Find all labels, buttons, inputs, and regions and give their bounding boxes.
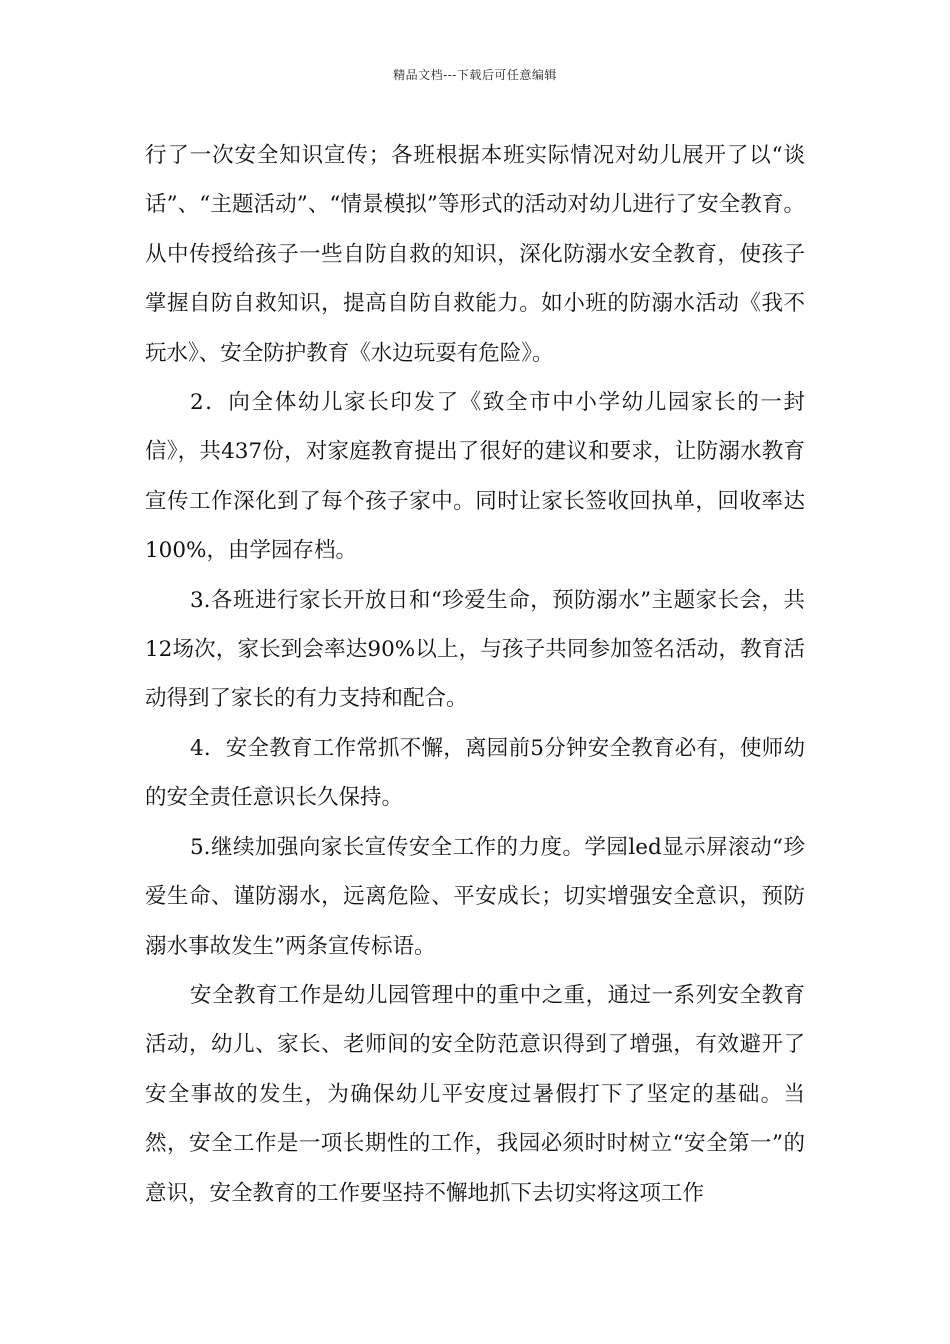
paragraph-continuation: 行了一次安全知识宣传；各班根据本班实际情况对幼儿展开了以“谈话”、“主题活动”、“情景模拟”等形式的活动对幼儿进行了安全教育。从中传授给孩子一些自防自救的知识，深化防溺水安全教育，使孩子掌握自防自救知识，提高自防自救能力。如小班的防溺水活动《我不玩水》、安全防护教育《水边玩耍有危险》。 [145,143,805,366]
paragraph-item-2: 2．向全体幼儿家长印发了《致全市中小学幼儿园家长的一封信》，共437份，对家庭教育提出了很好的建议和要求，让防溺水教育宣传工作深化到了每个孩子家中。同时让家长签收回执单，回收率达100%，由学园存档。 [145,390,805,564]
body-text [145,131,805,1218]
paragraph-summary: 安全教育工作是幼儿园管理中的重中之重，通过一系列安全教育活动，幼儿、家长、老师间的安全防范意识得到了增强，有效避开了安全事故的发生，为确保幼儿平安度过暑假打下了坚定的基础。当然，安全工作是一项长期性的工作，我园必须时时树立“安全第一”的意识，安全教育的工作要坚持不懈地抓下去切实将这项工作 [145,982,805,1206]
paragraph-item-4: 4．安全教育工作常抓不懈，离园前5分钟安全教育必有，使师幼的安全责任意识长久保持。 [145,735,805,811]
page-header: 精品文档---下载后可任意编辑 [393,68,557,82]
paragraph-item-5: 5.继续加强向家长宣传安全工作的力度。学园led显示屏滚动“珍爱生命、谨防溺水，远离危险、平安成长；切实增强安全意识，预防溺水事故发生”两条宣传标语。 [145,834,805,959]
paragraph-item-3: 3.各班进行家长开放日和“珍爱生命，预防溺水”主题家长会，共12场次，家长到会率达90%以上，与孩子共同参加签名活动，教育活动得到了家长的有力支持和配合。 [145,587,805,712]
